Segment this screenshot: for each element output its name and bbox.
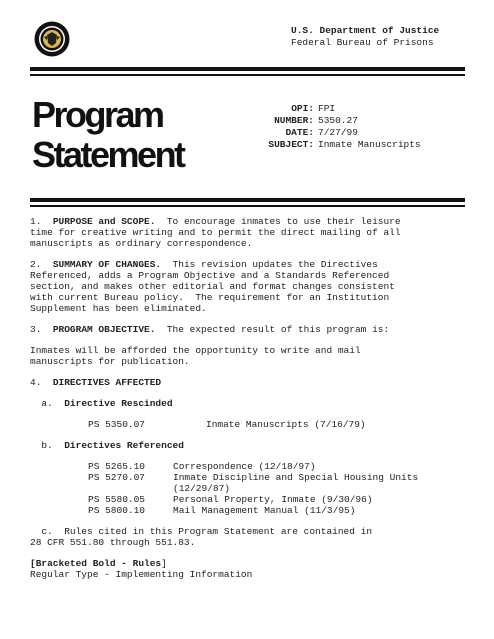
title-rule-thick [30, 198, 465, 202]
section-4: 4. DIRECTIVES AFFECTED [30, 377, 162, 388]
section-3-heading: PROGRAM OBJECTIVE. [52, 324, 156, 335]
directive-row: PS 5270.07 Inmate Discipline and Special Housing Units [88, 472, 419, 483]
section-2-heading: SUMMARY OF CHANGES. [52, 259, 162, 270]
section-1: 1. PURPOSE and SCOPE. To encourage inmates to use their leisure [30, 216, 401, 227]
number-label: NUMBER: [274, 115, 314, 126]
agency-block [291, 25, 439, 49]
section-1-heading: PURPOSE and SCOPE. [52, 216, 156, 227]
subsection-a-heading: Directive Rescinded [64, 398, 173, 409]
section-2: 2. SUMMARY OF CHANGES. This revision updates the Directives [30, 259, 378, 270]
header-rule-thin [30, 74, 465, 76]
date-label: DATE: [285, 127, 314, 138]
title-line-1: Program [32, 94, 163, 135]
opi-value: FPI [318, 103, 336, 114]
department-name: U.S. Department of Justice [291, 25, 440, 36]
header-rule-thick [30, 67, 465, 71]
title-line-2: Statement [32, 134, 184, 175]
directive-row: PS 5265.10 Correspondence (12/18/97) [88, 461, 316, 472]
subsection-b: b. Directives Referenced [41, 440, 184, 451]
opi-label: OPI: [291, 103, 314, 114]
subject-label: SUBJECT: [268, 139, 314, 150]
directive-row: (12/29/87) [173, 483, 231, 494]
subsection-c: c. Rules cited in this Program Statement are contained in [30, 526, 373, 537]
subsection-a: a. Directive Rescinded [41, 398, 173, 409]
directive-row: PS 5800.10 Mail Management Manual (11/3/95) [88, 505, 356, 516]
directive-row: PS 5580.05 Personal Property, Inmate (9/30/96) [88, 494, 373, 505]
bureau-name: Federal Bureau of Prisons [291, 37, 434, 48]
subsection-b-heading: Directives Referenced [64, 440, 184, 451]
legend-implementing: Regular Type - Implementing Information [30, 569, 253, 580]
directive-row: PS 5350.07 Inmate Manuscripts (7/16/79) [88, 419, 366, 430]
legend-rules: [Bracketed Bold - Rules] [30, 558, 167, 569]
date-value: 7/27/99 [318, 127, 358, 138]
number-value: 5350.27 [318, 115, 358, 126]
subject-value: Inmate Manuscripts [318, 139, 421, 150]
section-3: 3. PROGRAM OBJECTIVE. The expected result of this program is: [30, 324, 390, 335]
title-rule-thin [30, 205, 465, 207]
section-4-heading: DIRECTIVES AFFECTED [52, 377, 162, 388]
document-body: 1. PURPOSE and SCOPE. To encourage inmates to use their leisure time for creative writing and to permit the direct mailing of all manuscripts as ordinary correspondence. 2. SUMMARY OF CHANGES. This revision updates the Directives Referenced, adds a Program Objective and a Standards Referenced section, and makes other editorial and format changes consistent with current Bureau policy. The requirement for an Institution Supplement has been eliminated. 3. PROGRAM OBJECTIVE. The expected result of this program is: Inmates will be afforded the opportunity to write and mail manuscripts for publication. 4. DIRECTIVES AFFECTED a. Directive Rescinded PS 5350.07 Inmate Manuscripts (7/16/79) b. Directives Referenced PS 5265.10 Correspondence (12/18/97) PS 5270.07 Inmate Discipline and Special Housing Units (12/29/87) PS 5580.05 Personal Property, Inmate (9/30/96) PS 5800.10 Mail Management Manual (11/3/95) c. Rules cited in this Program Statement are contained in 28 CFR 551.80 through 551.83. [Bracketed Bold - Rules] Regular Type - Implementing Information [30, 216, 470, 580]
document-title [32, 95, 184, 175]
doj-seal-icon [34, 21, 70, 57]
